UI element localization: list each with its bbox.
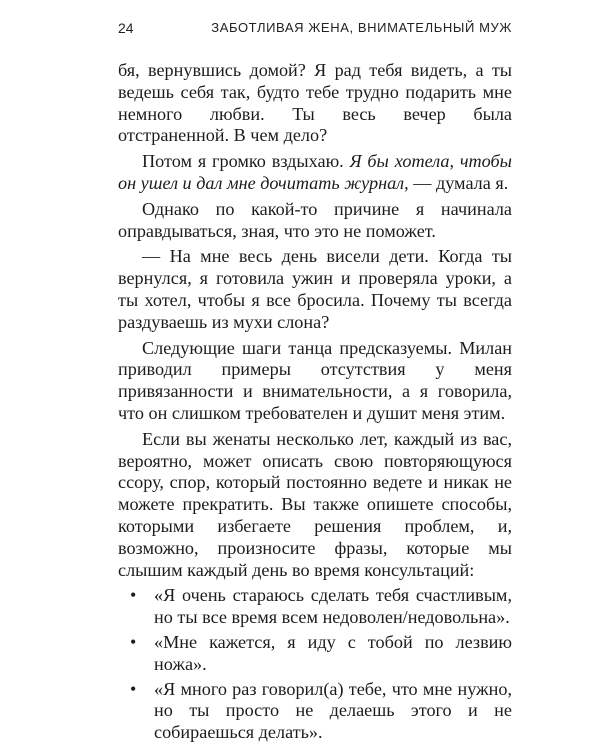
bullet-icon: • bbox=[130, 631, 137, 652]
paragraph-sigh bbox=[118, 151, 512, 195]
paragraph-dance-steps: Следующие шаги танца предсказуемы. Милан приводил примеры отсутствия у меня привязанности и внимательности, а я говорила, что он слишком требователен и душит меня этим. bbox=[118, 337, 512, 423]
paragraph-sigh-end: , — думала я. bbox=[404, 172, 509, 193]
list-item-text: «Я очень стараюсь сделать тебя счастливым, но ты все время всем недоволен/недовольна». bbox=[154, 585, 512, 628]
list-item bbox=[130, 678, 512, 744]
list-item-text: «Я много раз говорил(а) тебе, что мне нужно, но ты просто не делаешь этого и не собираешься делать». bbox=[154, 678, 512, 743]
running-head bbox=[118, 20, 512, 42]
list-item bbox=[130, 585, 512, 629]
page-number: 24 bbox=[118, 20, 134, 36]
paragraph-sigh-start: Потом я громко вздыхаю. bbox=[142, 151, 350, 172]
inner-thought-italic: Я бы хотела, чтобы он ушел и дал мне дочитать журнал bbox=[118, 151, 512, 193]
bullet-icon: • bbox=[130, 585, 137, 606]
paragraph-dialogue: — На мне весь день висели дети. Когда ты вернулся, я готовила ужин и проверяла уроки, а ты хотел, чтобы я все бросила. Почему ты всегда раздуваешь из мухи слона? bbox=[118, 246, 512, 332]
list-item-text: «Мне кажется, я иду с тобой по лезвию ножа». bbox=[154, 631, 512, 674]
paragraph-continued: бя, вернувшись домой? Я рад тебя видеть, а ты ведешь себя так, будто тебе трудно подарить мне немного любви. Ты весь вечер была отстраненной. В чем дело? bbox=[118, 60, 512, 146]
paragraph-married-couples: Если вы женаты несколько лет, каждый из вас, вероятно, может описать свою повторяющуюся ссору, спор, который постоянно ведете и никак не можете прекратить. Вы также опишете способы, которыми избегаете решения проблем, и, возможно, произносите фразы, которые мы слышим каждый день во время консультаций: bbox=[118, 428, 512, 580]
body-text bbox=[118, 60, 512, 747]
bullet-icon: • bbox=[130, 678, 137, 699]
paragraph-justify: Однако по какой-то причине я начинала оправдываться, зная, что это не поможет. bbox=[118, 198, 512, 241]
list-item bbox=[130, 631, 512, 676]
running-title: ЗАБОТЛИВАЯ ЖЕНА, ВНИМАТЕЛЬНЫЙ МУЖ bbox=[211, 20, 512, 35]
phrase-list bbox=[118, 585, 512, 744]
